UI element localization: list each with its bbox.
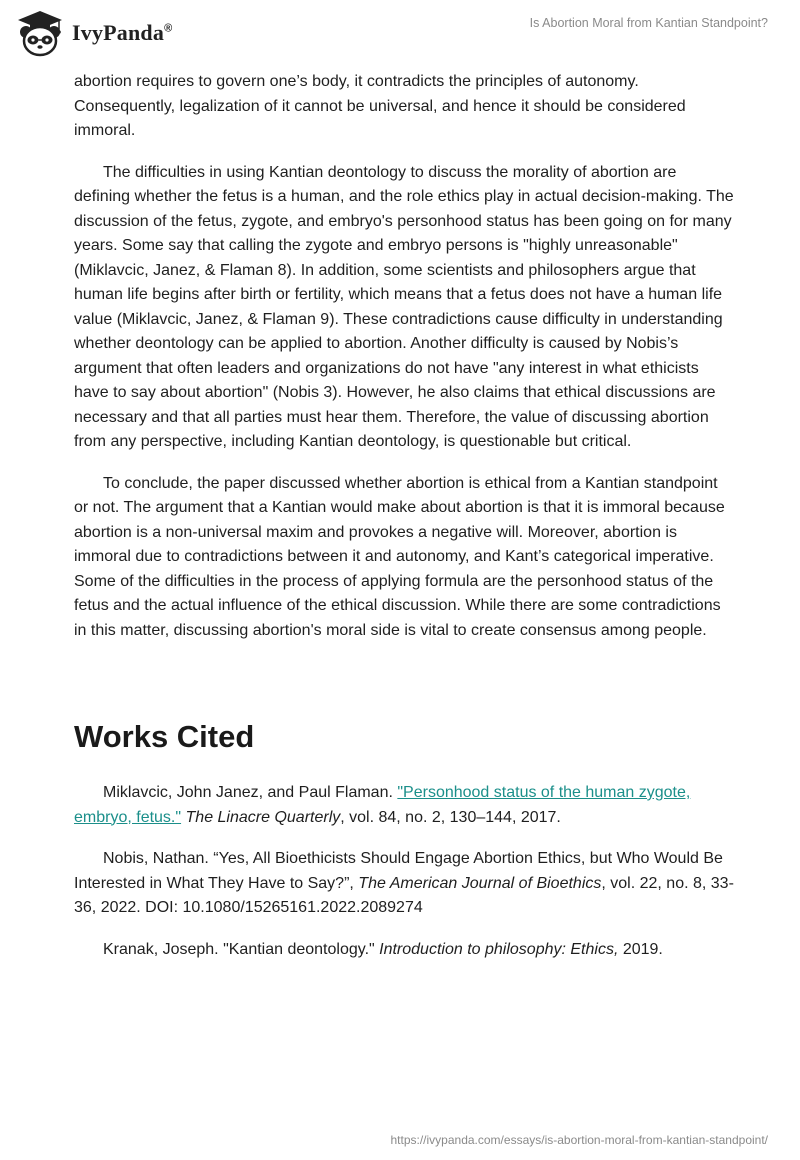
document-title: Is Abortion Moral from Kantian Standpoint?: [529, 16, 768, 30]
citation-item: Miklavcic, John Janez, and Paul Flaman. "Personhood status of the human zygote, embryo, fetus." The Linacre Quarterly, vol. 84, no. 2, 130–144, 2017.: [74, 784, 691, 826]
book-title: Introduction to philosophy: Ethics,: [379, 940, 619, 958]
citation-item: Nobis, Nathan. “Yes, All Bioethicists Should Engage Abortion Ethics, but Who Would Be Interested in What They Have to Say?”, The American Journal of Bioethics, vol. 22, no. 8, 33-36, 2022. DOI: 10.1080/15265161.2022.2089274: [74, 850, 734, 916]
journal-title: The Linacre Quarterly: [185, 808, 341, 826]
essay-body: [74, 70, 734, 643]
paragraph-continuation: abortion requires to govern one’s body, it contradicts the principles of autonomy. Consequently, legalization of it cannot be universal, and hence it should be considered immoral.: [74, 73, 686, 139]
works-cited-heading: Works Cited: [74, 719, 255, 754]
paragraph-difficulties: The difficulties in using Kantian deontology to discuss the morality of abortion are defining whether the fetus is a human, and the role ethics play in actual decision-making. The discussion of the fetus, zygote, and embryo's personhood status has been going on for many years. Some say that calling the zygote and embryo persons is "highly unreasonable" (Miklavcic, Janez, & Flaman 8). In addition, some scientists and philosophers argue that human life begins after birth or fertility, which means that a fetus does not have a human life value (Miklavcic, Janez, & Flaman 9). These contradictions cause difficulty in understanding whether deontology can be applied to abortion. Another difficulty is caused by Nobis’s argument that often leaders and organizations do not have "any interest in what ethicists have to say about abortion" (Nobis 3). However, he also claims that ethical discussions are necessary and that all parties must hear them. Therefore, the value of discussing abortion from any perspective, including Kantian deontology, is questionable but critical.: [74, 163, 734, 450]
brand-name: IvyPanda®: [72, 20, 173, 45]
panda-graduate-icon: [14, 9, 66, 57]
citation-item: Kranak, Joseph. "Kantian deontology." Introduction to philosophy: Ethics, 2019.: [103, 940, 663, 958]
paragraph-conclusion: To conclude, the paper discussed whether abortion is ethical from a Kantian standpoint or not. The argument that a Kantian would make about abortion is that it is immoral because abortion is a non-universal maxim and provokes a negative will. Moreover, abortion is immoral due to contradictions between it and autonomy, and Kant’s categorical imperative. Some of the difficulties in the process of applying formula are the personhood status of the fetus and the actual influence of the ethical discussion. While there are some contradictions in this matter, discussing abortion's moral side is vital to create consensus among people.: [74, 474, 725, 639]
citation-link[interactable]: "Personhood status of the human zygote, embryo, fetus.": [74, 784, 691, 826]
page-url: https://ivypanda.com/essays/is-abortion-moral-from-kantian-standpoint/: [390, 1133, 768, 1147]
works-cited-list: [74, 781, 734, 962]
registered-mark: ®: [164, 22, 173, 35]
ivypanda-logo[interactable]: [14, 9, 172, 57]
journal-title: The American Journal of Bioethics: [358, 874, 602, 892]
page-header: [0, 0, 800, 64]
